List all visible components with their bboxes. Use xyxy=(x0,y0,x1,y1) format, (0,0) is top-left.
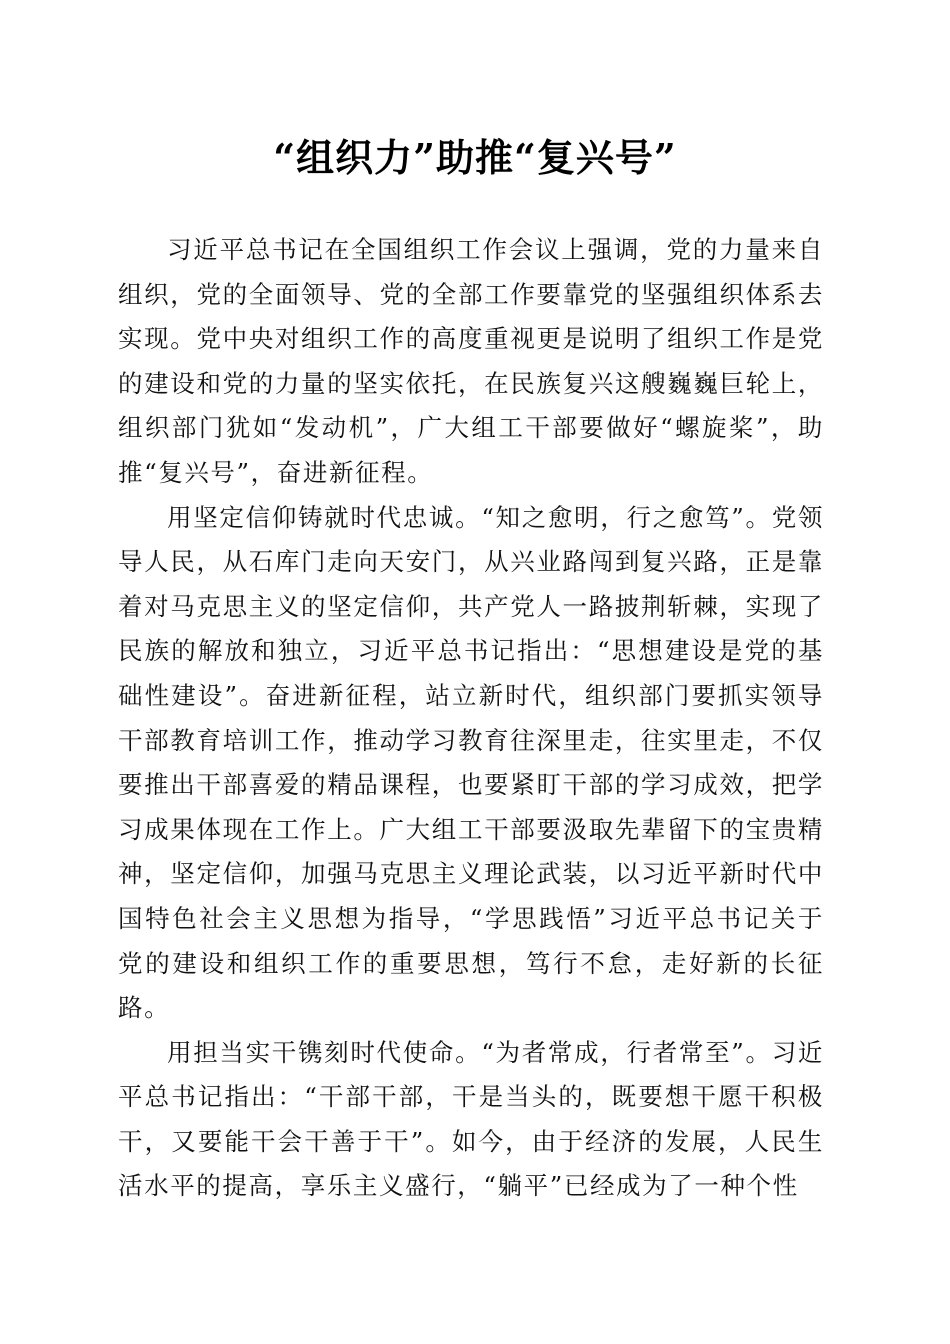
paragraph-intro: 习近平总书记在全国组织工作会议上强调，党的力量来自组织，党的全面领导、党的全部工作要靠党的坚强组织体系去实现。党中央对组织工作的高度重视更是说明了组织工作是党的建设和党的力量的坚实依托，在民族复兴这艘巍巍巨轮上，组织部门犹如“发动机”，广大组工干部要做好“螺旋桨”，助推“复兴号”，奋进新征程。 xyxy=(118,235,824,487)
paragraph-faith: 用坚定信仰铸就时代忠诚。“知之愈明，行之愈笃”。党领导人民，从石库门走向天安门，从兴业路闯到复兴路，正是靠着对马克思主义的坚定信仰，共产党人一路披荆斩棘，实现了民族的解放和独立，习近平总书记指出：“思想建设是党的基础性建设”。奋进新征程，站立新时代，组织部门要抓实领导干部教育培训工作，推动学习教育往深里走，往实里走，不仅要推出干部喜爱的精品课程，也要紧盯干部的学习成效，把学习成果体现在工作上。广大组工干部要汲取先辈留下的宝贵精神，坚定信仰，加强马克思主义理论武装，以习近平新时代中国特色社会主义思想为指导，“学思践悟”习近平总书记关于党的建设和组织工作的重要思想，笃行不怠，走好新的长征路。 xyxy=(118,502,824,1023)
paragraph-responsibility: 用担当实干镌刻时代使命。“为者常成，行者常至”。习近平总书记指出：“干部干部，干是当头的，既要想干愿干积极干，又要能干会干善于干”。如今，由于经济的发展，人民生活水平的提高，享乐主义盛行，“躺平”已经成为了一种个性 xyxy=(118,1037,824,1201)
document-title: “组织力”助推“复兴号” xyxy=(273,135,677,180)
document-body xyxy=(118,228,824,1209)
